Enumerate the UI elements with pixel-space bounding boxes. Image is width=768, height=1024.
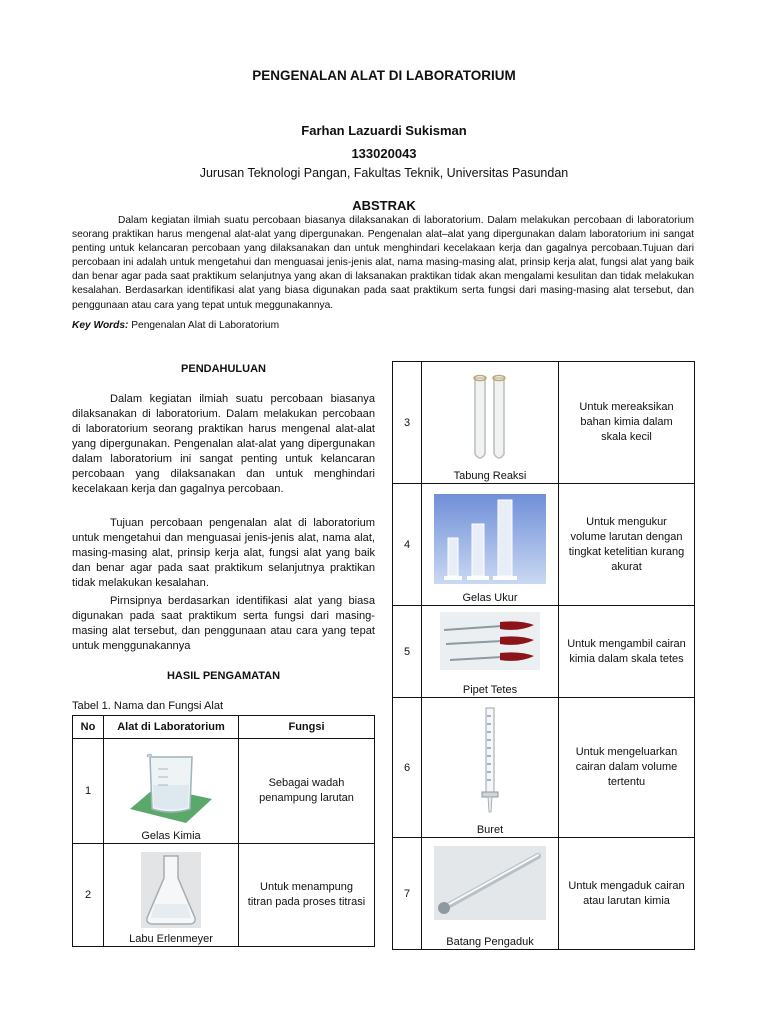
tool-function: Untuk mengukur volume larutan dengan tingkat ketelitian kurang akurat [559, 484, 695, 606]
table-row [393, 362, 695, 484]
tools-table-right [392, 361, 695, 950]
tool-cell [422, 838, 559, 950]
dropper-pipette-icon [440, 612, 540, 670]
beaker-icon [126, 747, 216, 827]
table-caption: Tabel 1. Nama dan Fungsi Alat [72, 700, 224, 712]
tool-name: Pipet Tetes [462, 684, 518, 696]
tool-cell [104, 739, 239, 844]
abstract-text: Dalam kegiatan ilmiah suatu percobaan biasanya dilaksanakan di laboratorium. Dalam melakukan percobaan di laboratorium seorang praktikan harus mengenal alat-alat yang dipergunakan. Pengenalan alat–alat yang dipergunakan dalam laboratorium ini sangat penting untuk kelancaran percobaan yang dilaksanakan dan untuk menghindari kecelakaan kerja dan gagalnya percobaan.Tujuan dari percobaan ini adalah untuk mengetahui dan menguasai jenis-jenis alat, nama masing-masing alat, prinsip kerja alat, fungsi alat yang baik dan benar agar pada saat praktikum selanjutnya yang akan di laksanakan praktikan tidak akan mengalami kesulitan dan tidak melakukan kesalahan. Berdasarkan identifikasi alat yang biasa digunakan pada saat praktikum serta fungsi dari masing-masing alat tersebut, dan penggunaan atau cara yang tepat untuk meggunakannya. [72, 215, 694, 311]
header-fungsi: Fungsi [239, 716, 375, 739]
tool-function: Untuk mengaduk cairan atau larutan kimia [559, 838, 695, 950]
pendahuluan-paragraph-2: Tujuan percobaan pengenalan alat di laboratorium untuk mengetahui dan menguasai jenis-jenis alat, nama alat, masing-masing alat, prinsip kerja alat, fungsi alat yang baik dan benar agar pada saat praktikum selanjutnya praktikan tidak melakukan kesalahan. [72, 517, 375, 589]
test-tube-icon [470, 374, 510, 466]
stirring-rod-icon [434, 846, 546, 920]
table-row [73, 844, 375, 947]
erlenmeyer-flask-icon [141, 852, 201, 928]
keywords-value: Pengenalan Alat di Laboratorium [128, 320, 280, 331]
author-name: Farhan Lazuardi Sukisman [301, 123, 467, 138]
keywords-label: Key Words: [72, 320, 129, 331]
row-number: 1 [73, 739, 104, 844]
tool-function: Sebagai wadah penampung larutan [239, 739, 375, 844]
tool-name: Gelas Kimia [141, 830, 201, 842]
table-row [393, 484, 695, 606]
tool-function: Untuk mengeluarkan cairan dalam volume tertentu [559, 698, 695, 838]
tool-cell [422, 362, 559, 484]
table-row [393, 838, 695, 950]
tool-function: Untuk mengambil cairan kimia dalam skala tetes [559, 606, 695, 698]
tool-name: Batang Pengaduk [446, 936, 534, 948]
row-number: 6 [393, 698, 422, 838]
row-number: 4 [393, 484, 422, 606]
burette-icon [480, 706, 500, 816]
tool-cell [422, 606, 559, 698]
section-heading-pendahuluan: PENDAHULUAN [181, 363, 266, 375]
graduated-cylinder-icon [434, 494, 546, 584]
pendahuluan-paragraph-1: Dalam kegiatan ilmiah suatu percobaan biasanya dilaksanakan di laboratorium. Dalam melakukan percobaan di laboratorium seorang praktikan harus mengenal alat-alat yang dipergunakan. Pengenalan alat-alat yang dipergunakan dalam laboratorium ini sangat penting untuk kelancaran percobaan yang dilaksanakan dan untuk menghindari kecelakaan kerja dan gagalnya percobaan. [72, 393, 375, 495]
row-number: 3 [393, 362, 422, 484]
section-heading-hasil: HASIL PENGAMATAN [166, 670, 281, 682]
row-number: 7 [393, 838, 422, 950]
paper-title: PENGENALAN ALAT DI LABORATORIUM [252, 68, 516, 83]
pendahuluan-paragraph-3: Pirnsipnya berdasarkan identifikasi alat yang biasa digunakan pada saat praktikum serta fungsi dari masing-masing alat tersebut, dan penggunaan atau cara yang tepat untuk menggunakannya [72, 595, 375, 652]
tool-name: Tabung Reaksi [453, 470, 527, 482]
tool-cell [422, 484, 559, 606]
table-row [73, 739, 375, 844]
header-no: No [73, 716, 104, 739]
table-row [393, 606, 695, 698]
tool-name: Labu Erlenmeyer [129, 933, 213, 945]
tool-cell [422, 698, 559, 838]
abstract-heading: ABSTRAK [352, 198, 416, 213]
table-row [393, 698, 695, 838]
student-id: 133020043 [351, 146, 417, 161]
keywords [72, 320, 279, 331]
header-alat: Alat di Laboratorium [104, 716, 239, 739]
tool-name: Gelas Ukur [462, 592, 518, 604]
tool-name: Buret [476, 824, 504, 836]
tool-cell [104, 844, 239, 947]
row-number: 2 [73, 844, 104, 947]
affiliation: Jurusan Teknologi Pangan, Fakultas Teknik, Universitas Pasundan [199, 166, 569, 180]
tool-function: Untuk mereaksikan bahan kimia dalam skala kecil [559, 362, 695, 484]
tools-table-left [72, 715, 375, 947]
tool-function: Untuk menampung titran pada proses titrasi [239, 844, 375, 947]
row-number: 5 [393, 606, 422, 698]
